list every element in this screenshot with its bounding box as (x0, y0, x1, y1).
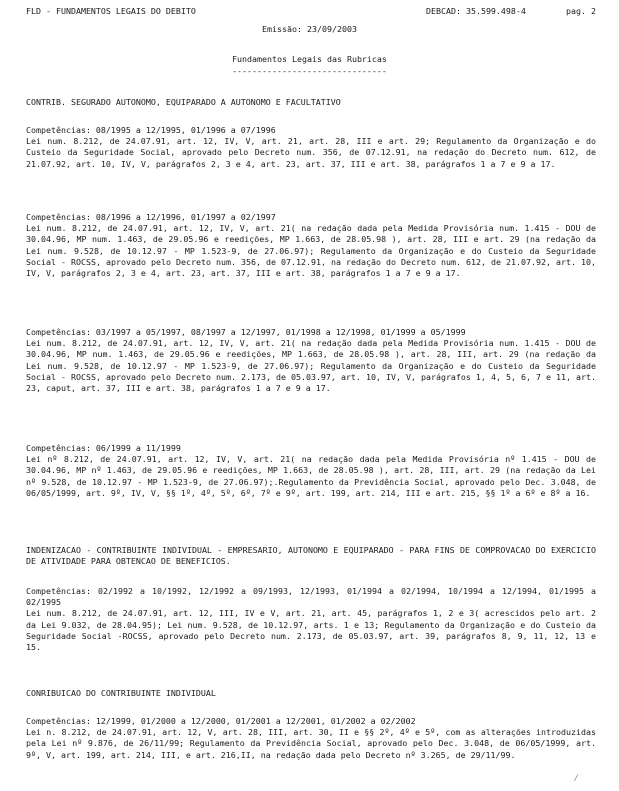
legal-basis-text: Lei n. 8.212, de 24.07.91, art. 12, V, art. 28, III, art. 30, II e §§ 2º, 4º e 5º, com as alterações introduzidas pela Lei nº 9.876, de 26/11/99; Regulamento da Previdência Social, aprovado pelo Dec. 3.048, de 06/05/1999, art. 9º, V, art. 199, art. 214, III, e art. 216,II, na redação dada pelo Decreto nº 3.265, de 29/11/99. (26, 727, 596, 760)
competence-block (26, 443, 596, 499)
competence-block (26, 586, 596, 653)
section-title: CONTRIB. SEGURADO AUTONOMO, EQUIPARADO A AUTONOMO E FACULTATIVO (26, 97, 341, 107)
page-number: pag. 2 (566, 6, 596, 16)
emission-date: Emissão: 23/09/2003 (262, 24, 357, 34)
legal-basis-text: Lei num. 8.212, de 24.07.91, art. 12, III, IV e V, art. 21, art. 45, parágrafos 1, 2 e 3( acrescidos pelo art. 2 da Lei 9.032, de 28.04.95); Lei num. 9.528, de 10.12.97, arts. 1 e 13; Regulamento da Organização e do Custeio da Seguridade Social -ROCSS, aprovado pelo Decreto num. 2.173, de 05.03.97, art. 39, parágrafos 8, 9, 11, 12, 13 e 15. (26, 608, 596, 653)
section-title: CONRIBUICAO DO CONTRIBUINTE INDIVIDUAL (26, 688, 216, 698)
document-title: Fundamentos Legais das Rubricas (232, 54, 387, 64)
competence-block (26, 212, 596, 279)
legal-basis-text: Lei num. 8.212, de 24.07.91, art. 12, IV, V, art. 21, art. 28, III e art. 29; Regulamento da Organização e do Custeio da Seguridade Social, aprovado pelo Decreto num. 356, de 07.12.91, na redação do Decreto num. 612, de 21.07.92, art. 10, IV, V, parágrafos 2, 3 e 4, art. 23, art. 37, III e art. 38, parágrafos 1 a 7 e 9 a 17. (26, 136, 596, 169)
competence-periods: Competências: 06/1999 a 11/1999 (26, 443, 181, 453)
competence-periods: Competências: 08/1996 a 12/1996, 01/1997 a 02/1997 (26, 212, 276, 222)
title-underline: ------------------------------- (232, 66, 387, 76)
debcad-number: DEBCAD: 35.599.498-4 (426, 6, 526, 16)
competence-periods: Competências: 12/1999, 01/2000 a 12/2000, 01/2001 a 12/2001, 01/2002 a 02/2002 (26, 716, 416, 726)
pen-mark: ⁄ (572, 773, 579, 784)
competence-periods: Competências: 02/1992 a 10/1992, 12/1992 a 09/1993, 12/1993, 01/1994 a 02/1994, 10/1994 a 12/1994, 01/1995 a 02/1995 (26, 586, 596, 608)
competence-block (26, 716, 596, 761)
competence-periods: Competências: 03/1997 a 05/1997, 08/1997 a 12/1997, 01/1998 a 12/1998, 01/1999 a 05/1999 (26, 327, 466, 337)
competence-block (26, 327, 596, 394)
legal-basis-text: Lei nº 8.212, de 24.07.91, art. 12, IV, V, art. 21( na redação dada pela Medida Provisória nº 1.415 - DOU de 30.04.96, MP nº 1.463, de 29.05.96 e reedições, MP 1.663, de 28.05.98 ), art. 28, III, art. 29 (na redação da Lei nº 9.528, de 10.12.97 - MP 1.523-9, de 27.06.97);.Regulamento da Previdência Social, aprovado pelo Dec. 3.048, de 06/05/1999, art. 9º, IV, V, §§ 1º, 4º, 5º, 6º, 7º e 9º, art. 199, art. 214, III e art. 215, §§ 1º a 6º e 8º a 16. (26, 454, 596, 498)
legal-basis-text: Lei num. 8.212, de 24.07.91, art. 12, IV, V, art. 21( na redação dada pela Medida Provisória num. 1.415 - DOU de 30.04.96, MP num. 1.463, de 29.05.96 e reedições, MP 1.663, de 28.05.98 ), art. 28, III e art. 29 (na redação da Lei num. 9.528, de 10.12.97 - MP 1.523-9, de 27.06.97); Regulamento da Organização e do Custeio da Seguridade Social - ROCSS, aprovado pelo Decreto num. 356, de 07.12.91, na redação do Decreto num. 612, de 21.07.92, art. 10, IV, V, parágrafos 2, 3 e 4, art. 23, art. 37, III e art. 38, parágrafos 1 a 7 e 9 a 17. (26, 223, 596, 279)
competence-periods: Competências: 08/1995 a 12/1995, 01/1996 a 07/1996 (26, 125, 276, 135)
report-header-title: FLD - FUNDAMENTOS LEGAIS DO DEBITO (26, 6, 196, 16)
competence-block (26, 125, 596, 170)
legal-basis-text: Lei num. 8.212, de 24.07.91, art. 12, IV, V, art. 21( na redação dada pela Medida Provisória num. 1.415 - DOU de 30.04.96, MP num. 1.463, de 29.05.96 e reedições, MP 1.663, de 28.05.98 ), art. 28, III, art. 29 (na redação da Lei num. 9.528, de 10.12.97 - MP 1.523-9, de 27.06.97); Regulamento da Organização e do Custeio da Seguridade Social - ROCSS, aprovado pelo Decreto num. 2.173, de 05.03.97, art. 10, IV, V, parágrafos 1, 4, 5, 6, 7 e 11, art. 23, caput, art. 37, III e art. 38, parágrafos 1 a 7 e 9 a 17. (26, 338, 596, 394)
section-title: INDENIZACAO - CONTRIBUINTE INDIVIDUAL - EMPRESARIO, AUTONOMO E EQUIPARADO - PARA FINS DE COMPROVACAO DO EXERCICIO DE ATIVIDADE PARA OBTENCAO DE BENEFICIOS. (26, 545, 596, 567)
